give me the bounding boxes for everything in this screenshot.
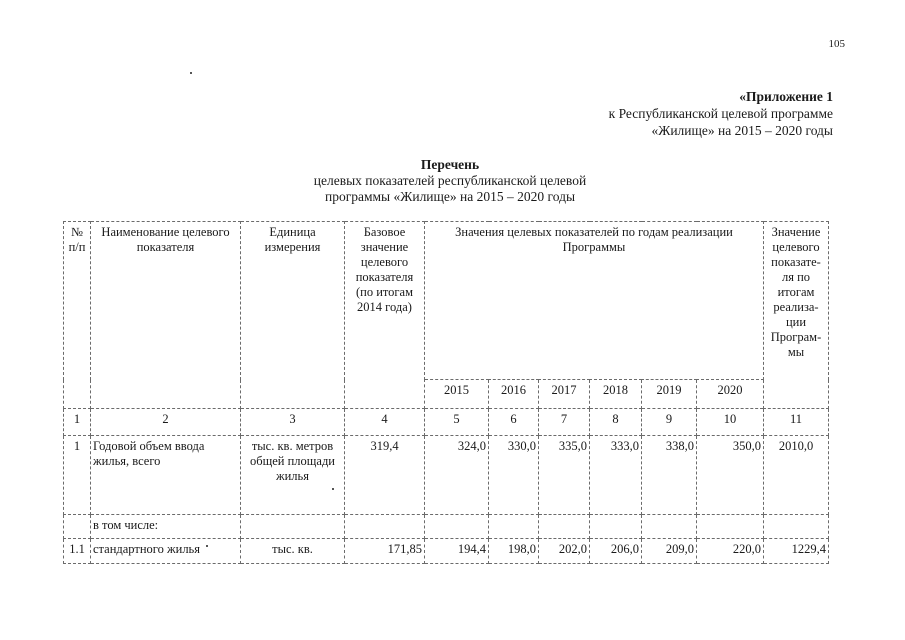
row-unit [241,515,345,539]
row-base [345,515,425,539]
row-num: 1.1 [64,539,91,564]
row-value-2015 [425,515,489,539]
appendix-line-3: «Жилище» на 2015 – 2020 годы [651,123,833,138]
table-row [64,436,829,515]
row-value-2019: 209,0 [642,539,697,564]
indicators-table [63,221,829,564]
row-value-2018: 333,0 [590,436,642,515]
row-final: 1229,4 [764,539,829,564]
row-value-2018 [590,515,642,539]
column-number: 6 [489,409,539,436]
year-cell: 2015 [425,380,489,409]
header-final: Значение целевого показате-ля по итогам реализа-ции Програм-мы [764,222,829,409]
heading-title: Перечень [420,157,480,172]
column-number: 7 [539,409,590,436]
row-name: стандартного жилья [91,539,241,564]
column-number: 5 [425,409,489,436]
scan-speck [332,488,334,490]
row-value-2020: 350,0 [697,436,764,515]
column-number: 4 [345,409,425,436]
column-numbers-row [64,409,829,436]
row-base: 319,4 [345,436,425,515]
year-cell: 2018 [590,380,642,409]
row-value-2017: 335,0 [539,436,590,515]
row-value-2016: 330,0 [489,436,539,515]
row-final: 2010,0 [764,436,829,515]
column-number: 10 [697,409,764,436]
header-years-group: Значения целевых показателей по годам реализации Программы [425,222,764,380]
row-value-2015: 324,0 [425,436,489,515]
scan-speck [206,545,208,547]
column-number: 9 [642,409,697,436]
row-name: Годовой объем ввода жилья, всего [91,436,241,515]
appendix-header [609,88,833,139]
heading-line-2: целевых показателей республиканской целевой [313,173,587,188]
header-row [64,222,829,380]
document-heading [230,157,670,205]
row-value-2019 [642,515,697,539]
column-number: 2 [91,409,241,436]
column-number: 3 [241,409,345,436]
heading-line-3: программы «Жилище» на 2015 – 2020 годы [324,189,576,204]
column-number: 1 [64,409,91,436]
year-cell: 2020 [697,380,764,409]
row-value-2019: 338,0 [642,436,697,515]
column-number: 8 [590,409,642,436]
header-num: № п/п [64,222,91,409]
row-num: 1 [64,436,91,515]
row-value-2017: 202,0 [539,539,590,564]
row-value-2018: 206,0 [590,539,642,564]
column-number: 11 [764,409,829,436]
page-number: 105 [828,38,845,50]
appendix-line-2: к Республиканской целевой программе [608,106,833,121]
row-num [64,515,91,539]
scan-speck [190,72,192,74]
header-unit: Единица измерения [241,222,345,409]
year-cell: 2016 [489,380,539,409]
appendix-title: «Приложение 1 [739,89,833,104]
row-unit: тыс. кв. метров общей площади жилья [241,436,345,515]
table-row [64,539,829,564]
row-name: в том числе: [91,515,241,539]
row-value-2016: 198,0 [489,539,539,564]
header-base: Базовое значение целевого показателя (по итогам 2014 года) [345,222,425,409]
year-cell: 2019 [642,380,697,409]
row-final [764,515,829,539]
row-value-2015: 194,4 [425,539,489,564]
year-cell: 2017 [539,380,590,409]
table-row [64,515,829,539]
row-value-2017 [539,515,590,539]
row-base: 171,85 [345,539,425,564]
row-value-2016 [489,515,539,539]
row-unit: тыс. кв. [241,539,345,564]
header-name: Наименование целевого показателя [91,222,241,409]
row-value-2020: 220,0 [697,539,764,564]
row-value-2020 [697,515,764,539]
